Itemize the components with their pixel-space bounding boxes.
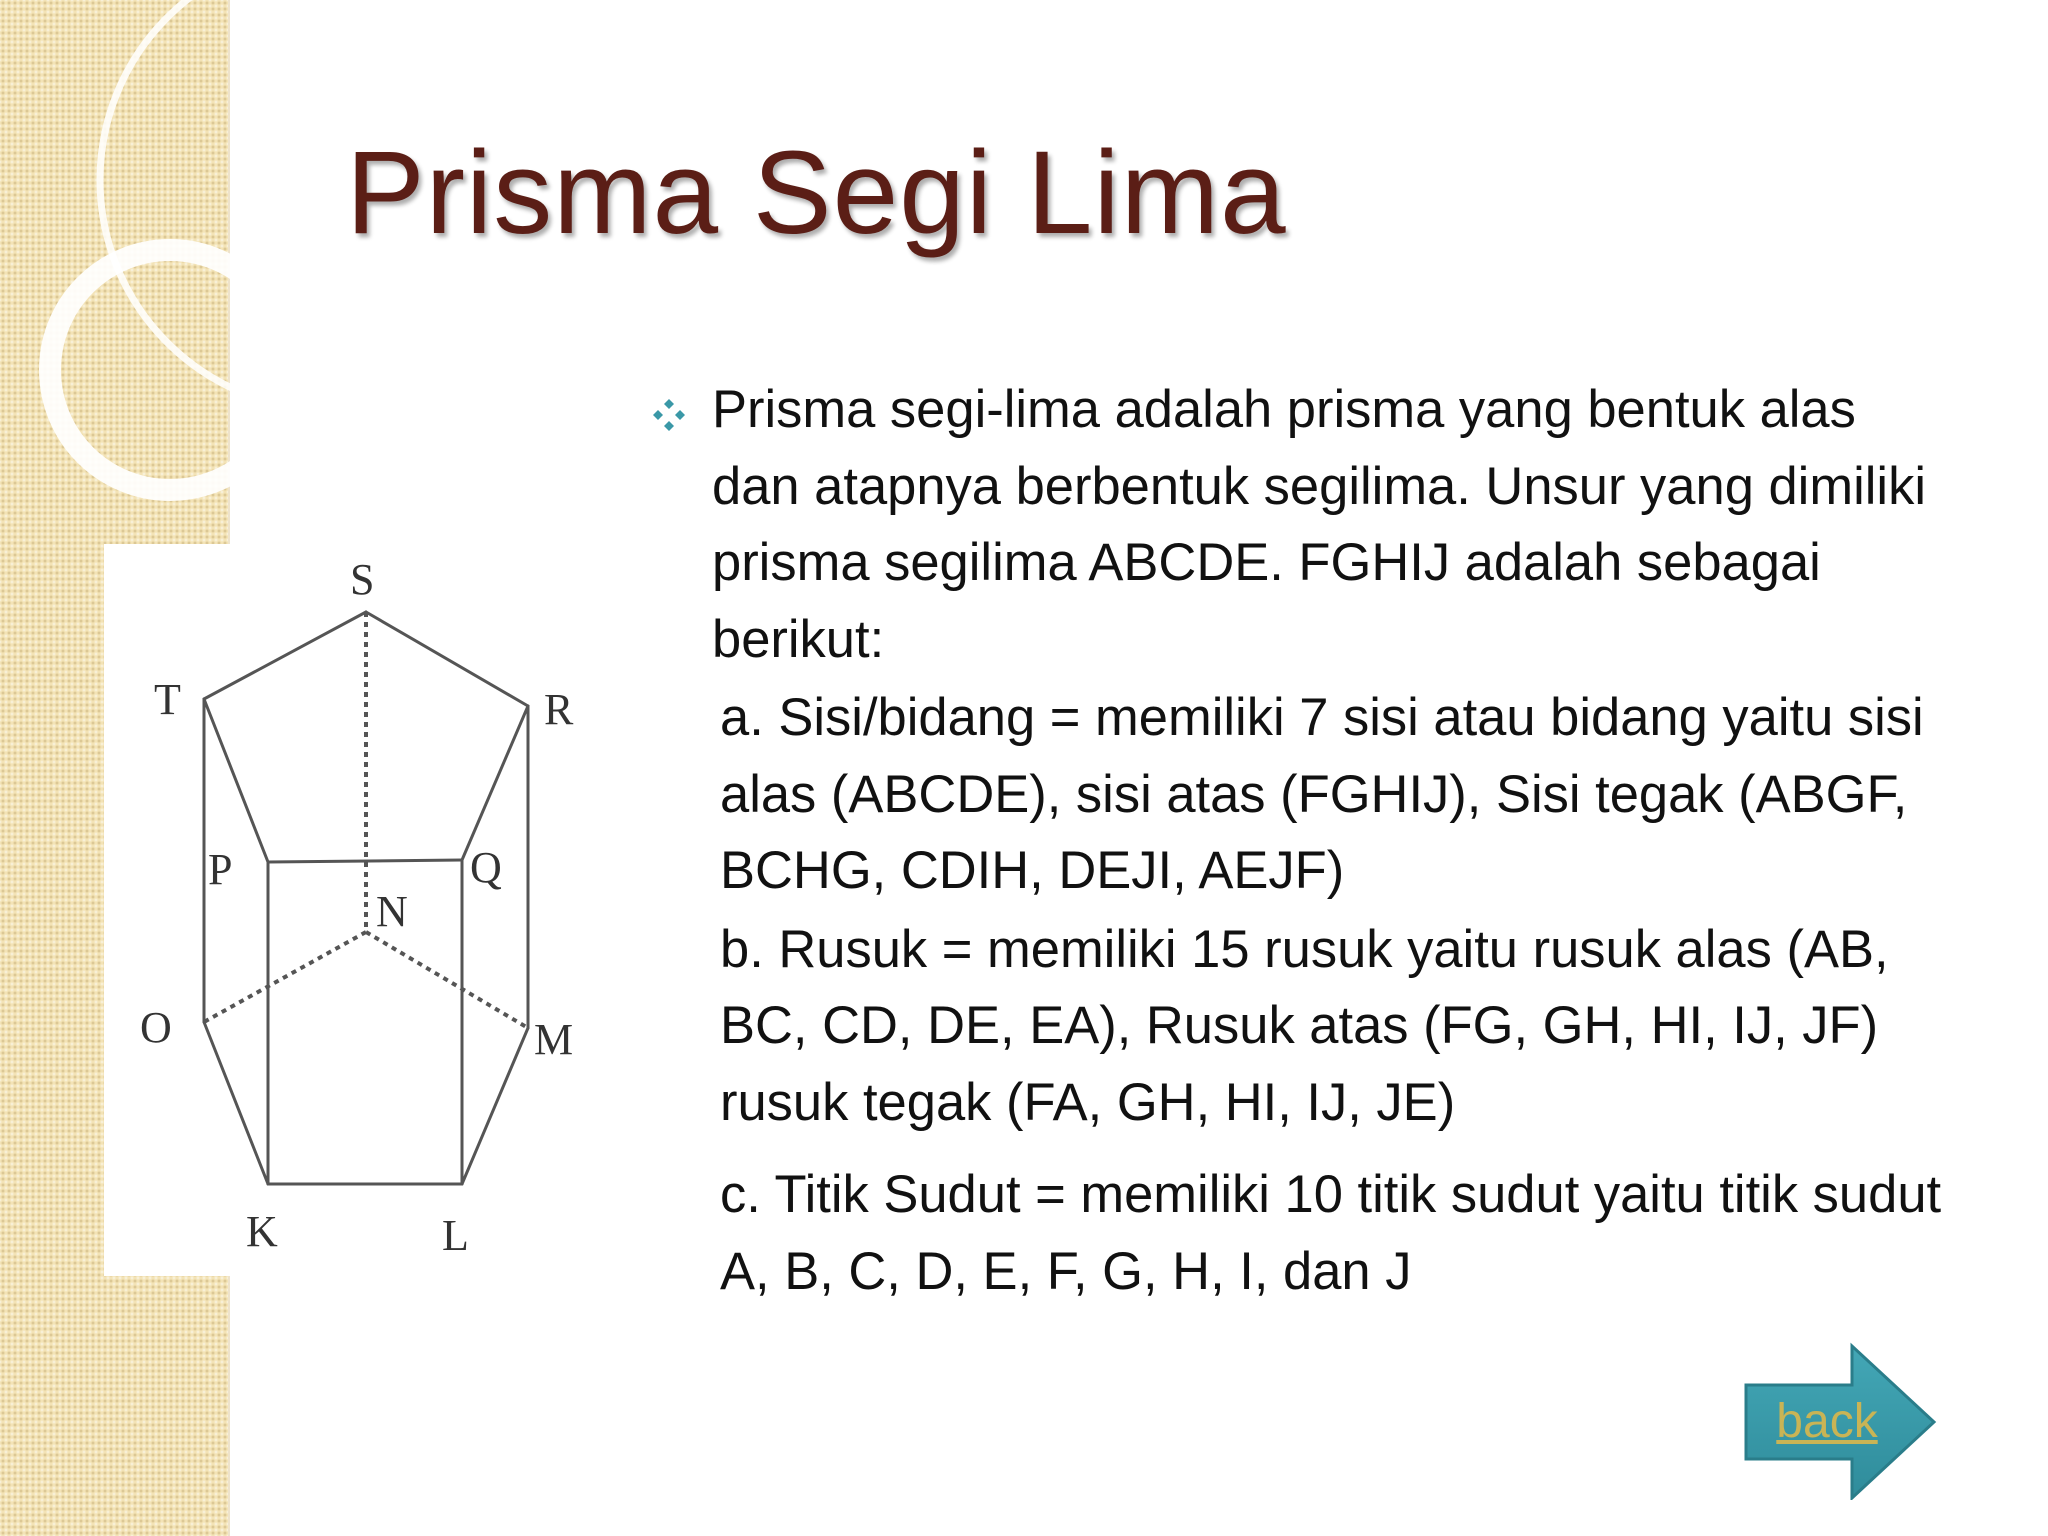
- edge-r-q: [462, 706, 528, 860]
- edge-o-k: [204, 1022, 268, 1184]
- back-link[interactable]: back: [1776, 1395, 1878, 1448]
- vertex-label-s: S: [350, 555, 375, 604]
- list-item-rusuk: b. Rusuk = memiliki 15 rusuk yaitu rusuk alas (AB, BC, CD, DE, EA), Rusuk atas (FG, GH, HI, IJ, JF) rusuk tegak (FA, GH, HI, IJ, JE): [720, 919, 1889, 1132]
- intro-paragraph: [650, 372, 1950, 678]
- vertex-label-o: O: [140, 1003, 172, 1052]
- edge-t-p: [204, 699, 268, 862]
- hidden-edge-n-o: [204, 932, 366, 1022]
- vertex-label-m: M: [534, 1015, 574, 1064]
- list-item-titik-sudut: c. Titik Sudut = memiliki 10 titik sudut yaitu titik sudut A, B, C, D, E, F, G, H, I, dan J: [720, 1165, 1942, 1301]
- vertex-label-n: N: [376, 887, 408, 936]
- hidden-edge-n-m: [366, 932, 528, 1028]
- list-item-sisi: a. Sisi/bidang = memiliki 7 sisi atau bidang yaitu sisi alas (ABCDE), sisi atas (FGHIJ), Sisi tegak (ABGF, BCHG, CDIH, DEJI, AEJF): [720, 688, 1924, 900]
- pentagonal-prism-diagram: [104, 544, 604, 1276]
- vertex-label-q: Q: [470, 843, 502, 892]
- edge-s-t: [204, 612, 366, 699]
- intro-text: Prisma segi-lima adalah prisma yang bentuk alas dan atapnya berbentuk segilima. Unsur yang dimiliki prisma segilima ABCDE. FGHIJ adalah sebagai berikut:: [712, 380, 1926, 669]
- edge-p-q: [268, 860, 462, 862]
- diamond-bullet-icon: [650, 396, 688, 434]
- vertex-label-l: L: [442, 1211, 469, 1260]
- vertex-label-t: T: [154, 675, 181, 724]
- vertex-label-r: R: [544, 685, 574, 734]
- edge-m-l: [462, 1028, 528, 1184]
- vertex-label-p: P: [208, 845, 233, 894]
- slide-content: [650, 372, 1950, 1310]
- page-title: Prisma Segi Lima: [346, 127, 1287, 259]
- vertex-label-k: K: [246, 1207, 278, 1256]
- back-button[interactable]: [1742, 1342, 1942, 1500]
- edge-s-r: [366, 612, 528, 706]
